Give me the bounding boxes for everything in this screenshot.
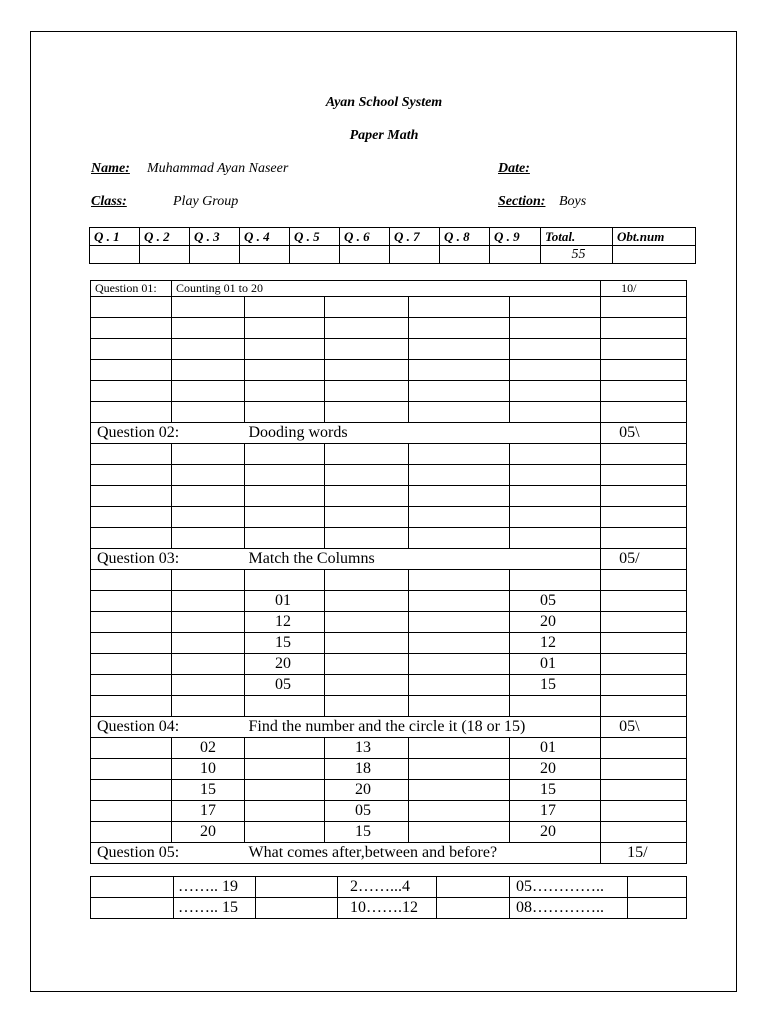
question-04-header xyxy=(91,717,687,738)
answer-row xyxy=(91,339,687,360)
score-cell xyxy=(340,246,390,264)
answer-row xyxy=(91,444,687,465)
find-col1: 10 xyxy=(172,759,245,780)
find-col2: 05 xyxy=(325,801,409,822)
find-col3: 20 xyxy=(510,759,601,780)
score-header: Q . 4 xyxy=(240,228,290,246)
question-02-header xyxy=(91,423,687,444)
answer-row xyxy=(91,360,687,381)
score-cell xyxy=(390,246,440,264)
question-02-label: Question 02: xyxy=(91,423,245,444)
score-header: Q . 8 xyxy=(440,228,490,246)
question-01-title: Counting 01 to 20 xyxy=(172,281,601,297)
score-header: Q . 5 xyxy=(290,228,340,246)
find-col2: 20 xyxy=(325,780,409,801)
score-header: Q . 1 xyxy=(90,228,140,246)
obtained-value xyxy=(613,246,696,264)
date-label: Date: xyxy=(498,161,530,176)
sequence-between: 2……...4 xyxy=(338,877,437,898)
name-value: Muhammad Ayan Naseer xyxy=(147,161,289,176)
match-right: 01 xyxy=(510,654,601,675)
match-left: 01 xyxy=(245,591,325,612)
find-row xyxy=(91,759,687,780)
answer-row xyxy=(91,402,687,423)
find-col2: 15 xyxy=(325,822,409,843)
score-header-obtained: Obt.num xyxy=(613,228,696,246)
question-01-marks: 10/ xyxy=(601,281,687,297)
class-label: Class: xyxy=(91,194,127,209)
find-col3: 15 xyxy=(510,780,601,801)
question-03-title: Match the Columns xyxy=(245,549,601,570)
total-value: 55 xyxy=(541,246,613,264)
score-cell xyxy=(190,246,240,264)
question-03-marks: 05/ xyxy=(601,549,687,570)
answer-row xyxy=(91,507,687,528)
score-header: Q . 6 xyxy=(340,228,390,246)
find-col3: 17 xyxy=(510,801,601,822)
score-header: Q . 7 xyxy=(390,228,440,246)
answer-row xyxy=(91,297,687,318)
name-label: Name: xyxy=(91,161,130,176)
class-value: Play Group xyxy=(173,194,239,209)
score-header: Q . 9 xyxy=(490,228,541,246)
answer-row xyxy=(91,465,687,486)
match-right: 15 xyxy=(510,675,601,696)
score-cell xyxy=(90,246,140,264)
match-right: 12 xyxy=(510,633,601,654)
find-col1: 02 xyxy=(172,738,245,759)
score-cell xyxy=(490,246,541,264)
question-05-table xyxy=(90,876,687,919)
score-header: Q . 2 xyxy=(140,228,190,246)
answer-row xyxy=(91,486,687,507)
match-right: 05 xyxy=(510,591,601,612)
sequence-row xyxy=(91,898,687,919)
score-header-total: Total. xyxy=(541,228,613,246)
school-title: Ayan School System xyxy=(325,95,443,110)
find-row xyxy=(91,801,687,822)
question-05-label: Question 05: xyxy=(91,843,245,864)
score-cell xyxy=(290,246,340,264)
question-05-header xyxy=(91,843,687,864)
find-col2: 18 xyxy=(325,759,409,780)
find-col3: 01 xyxy=(510,738,601,759)
sequence-after: 08………….. xyxy=(510,898,628,919)
find-col2: 13 xyxy=(325,738,409,759)
score-header-row xyxy=(90,228,696,246)
answer-row xyxy=(91,696,687,717)
match-left: 20 xyxy=(245,654,325,675)
find-col1: 20 xyxy=(172,822,245,843)
find-row xyxy=(91,822,687,843)
find-row xyxy=(91,780,687,801)
match-row xyxy=(91,675,687,696)
section-value: Boys xyxy=(559,194,587,209)
score-cell xyxy=(440,246,490,264)
answer-row xyxy=(91,570,687,591)
match-row xyxy=(91,633,687,654)
question-03-label: Question 03: xyxy=(91,549,245,570)
sequence-before: …….. 15 xyxy=(174,898,256,919)
sequence-row xyxy=(91,877,687,898)
score-header: Q . 3 xyxy=(190,228,240,246)
answer-row xyxy=(91,528,687,549)
question-05-title: What comes after,between and before? xyxy=(245,843,601,864)
match-right: 20 xyxy=(510,612,601,633)
question-01-header xyxy=(91,281,687,297)
question-01-label: Question 01: xyxy=(91,281,172,297)
section-label: Section: xyxy=(498,194,546,209)
match-row xyxy=(91,612,687,633)
sequence-before: …….. 19 xyxy=(174,877,256,898)
questions-table xyxy=(90,280,687,864)
find-col1: 15 xyxy=(172,780,245,801)
match-left: 05 xyxy=(245,675,325,696)
match-left: 12 xyxy=(245,612,325,633)
sequence-between: 10…….12 xyxy=(338,898,437,919)
question-04-label: Question 04: xyxy=(91,717,245,738)
find-row xyxy=(91,738,687,759)
match-left: 15 xyxy=(245,633,325,654)
question-04-marks: 05\ xyxy=(601,717,687,738)
score-table xyxy=(89,227,696,264)
answer-row xyxy=(91,381,687,402)
find-col3: 20 xyxy=(510,822,601,843)
sequence-after: 05………….. xyxy=(510,877,628,898)
find-col1: 17 xyxy=(172,801,245,822)
answer-row xyxy=(91,318,687,339)
question-05-marks: 15/ xyxy=(601,843,687,864)
score-cell xyxy=(240,246,290,264)
question-03-header xyxy=(91,549,687,570)
question-02-title: Dooding words xyxy=(245,423,601,444)
score-cell xyxy=(140,246,190,264)
match-row xyxy=(91,654,687,675)
paper-title: Paper Math xyxy=(349,128,419,143)
score-value-row xyxy=(90,246,696,264)
question-02-marks: 05\ xyxy=(601,423,687,444)
match-row xyxy=(91,591,687,612)
question-04-title: Find the number and the circle it (18 or 15) xyxy=(245,717,601,738)
